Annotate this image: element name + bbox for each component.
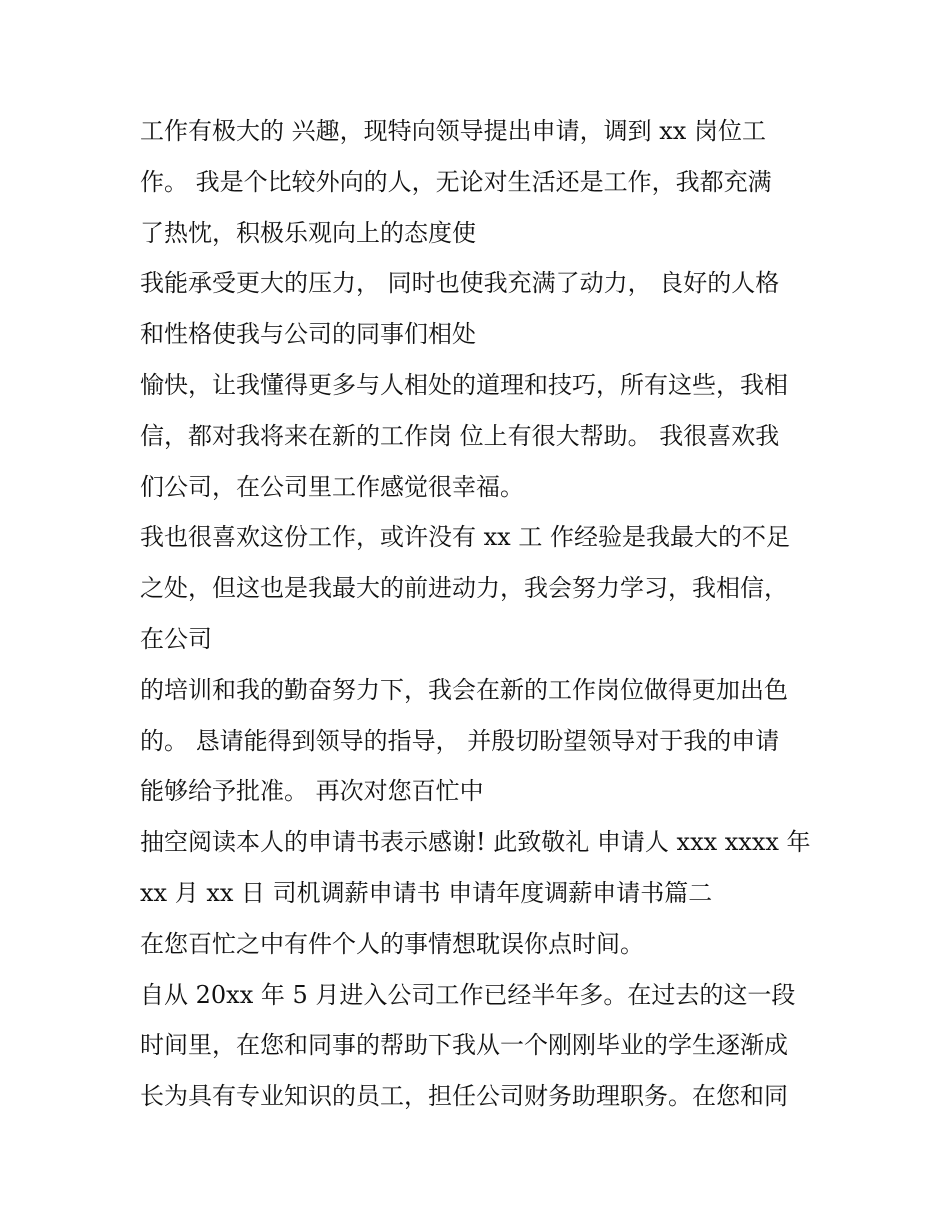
text-line: 我也很喜欢这份工作，或许没有 xx 工 作经验是我最大的不足 [140, 523, 790, 552]
text-line: 能够给予批准。 再次对您百忙中 [140, 777, 484, 806]
text-line: 在公司 [140, 624, 212, 653]
text-line: 愉快，让我懂得更多与人相处的道理和技巧，所有这些，我相 [140, 370, 788, 399]
text-line: 时间里，在您和同事的帮助下我从一个刚刚毕业的学生逐渐成 [140, 1031, 788, 1060]
text-line: 信，都对我将来在新的工作岗 位上有很大帮助。 我很喜欢我 [140, 421, 780, 450]
document-body [140, 106, 820, 1122]
text-line: 的培训和我的勤奋努力下，我会在新的工作岗位做得更加出色 [140, 675, 788, 704]
text-line: 们公司，在公司里工作感觉很幸福。 [140, 472, 524, 501]
text-line: 抽空阅读本人的申请书表示感谢! 此致敬礼 申请人 xxx xxxx 年 [140, 828, 811, 857]
text-line: 工作有极大的 兴趣，现特向领导提出申请，调到 xx 岗位工 [140, 117, 766, 145]
text-line: 长为具有专业知识的员工，担任公司财务助理职务。在您和同 [140, 1082, 788, 1111]
text-line: xx 月 xx 日 司机调薪申请书 申请年度调薪申请书篇二 [140, 878, 713, 907]
text-line: 了热忱，积极乐观向上的态度使 [140, 218, 476, 247]
text-line: 我能承受更大的压力， 同时也使我充满了动力， 良好的人格 [140, 269, 780, 298]
text-line: 在您百忙之中有件个人的事情想耽误你点时间。 [140, 929, 644, 958]
text-line: 之处，但这也是我最大的前进动力，我会努力学习，我相信， [140, 574, 788, 603]
text-line: 的。 恳请能得到领导的指导， 并殷切盼望领导对于我的申请 [140, 726, 780, 755]
text-line: 作。 我是个比较外向的人，无论对生活还是工作，我都充满 [140, 167, 772, 196]
text-line: 和性格使我与公司的同事们相处 [140, 320, 476, 349]
text-line: 自从 20xx 年 5 月进入公司工作已经半年多。在过去的这一段 [140, 980, 796, 1009]
